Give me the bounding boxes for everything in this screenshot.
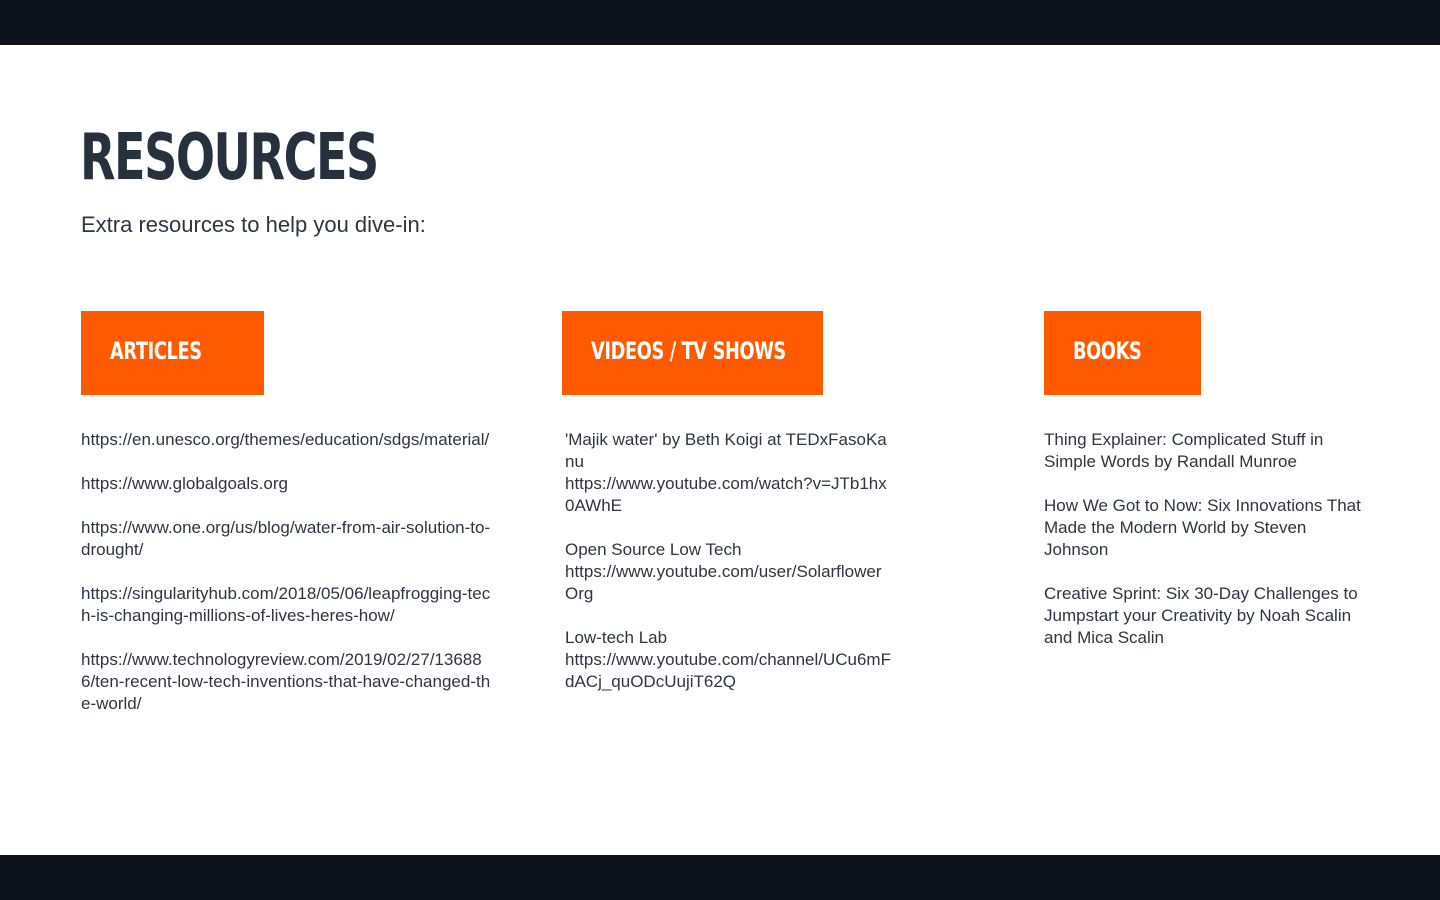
book-item: Creative Sprint: Six 30-Day Challenges to Jumpstart your Creativity by Noah Scalin and Mica Scalin	[1044, 584, 1358, 647]
video-item	[565, 627, 892, 693]
article-link[interactable]: https://en.unesco.org/themes/education/sdgs/material/	[81, 430, 490, 449]
books-header	[1044, 311, 1201, 395]
video-link[interactable]: https://www.youtube.com/channel/UCu6mFdACj_quODcUujiT62Q	[565, 650, 891, 691]
video-title: 'Majik water' by Beth Koigi at TEDxFasoKanu	[565, 430, 887, 471]
books-header-label: BOOKS	[1073, 337, 1142, 365]
video-link[interactable]: https://www.youtube.com/watch?v=JTb1hx0AWhE	[565, 474, 887, 515]
books-column	[1044, 311, 1374, 671]
article-link[interactable]: https://www.one.org/us/blog/water-from-air-solution-to-drought/	[81, 518, 491, 559]
video-item	[565, 429, 892, 517]
videos-column	[562, 311, 892, 715]
articles-column	[81, 311, 491, 737]
top-bar	[0, 0, 1440, 45]
page-subtitle: Extra resources to help you dive-in:	[81, 212, 426, 237]
article-link[interactable]: https://www.globalgoals.org	[81, 474, 288, 493]
articles-header-label: ARTICLES	[110, 337, 202, 365]
videos-header	[562, 311, 823, 395]
video-title: Open Source Low Tech	[565, 540, 742, 559]
page-title: RESOURCES	[80, 121, 378, 195]
videos-header-label: VIDEOS / TV SHOWS	[591, 337, 786, 365]
video-link[interactable]: https://www.youtube.com/user/SolarflowerOrg	[565, 562, 882, 603]
video-item	[565, 539, 892, 605]
articles-list	[81, 429, 491, 715]
article-link[interactable]: https://singularityhub.com/2018/05/06/leapfrogging-tech-is-changing-millions-of-lives-heres-how/	[81, 584, 491, 625]
article-link[interactable]: https://www.technologyreview.com/2019/02/27/136886/ten-recent-low-tech-inventions-that-have-changed-the-world/	[81, 650, 491, 713]
video-title: Low-tech Lab	[565, 628, 668, 647]
videos-list	[562, 429, 892, 693]
bottom-bar	[0, 855, 1440, 900]
book-item: Thing Explainer: Complicated Stuff in Simple Words by Randall Munroe	[1044, 430, 1324, 471]
articles-header	[81, 311, 264, 395]
books-list	[1044, 429, 1374, 649]
book-item: How We Got to Now: Six Innovations That Made the Modern World by Steven Johnson	[1044, 496, 1361, 559]
